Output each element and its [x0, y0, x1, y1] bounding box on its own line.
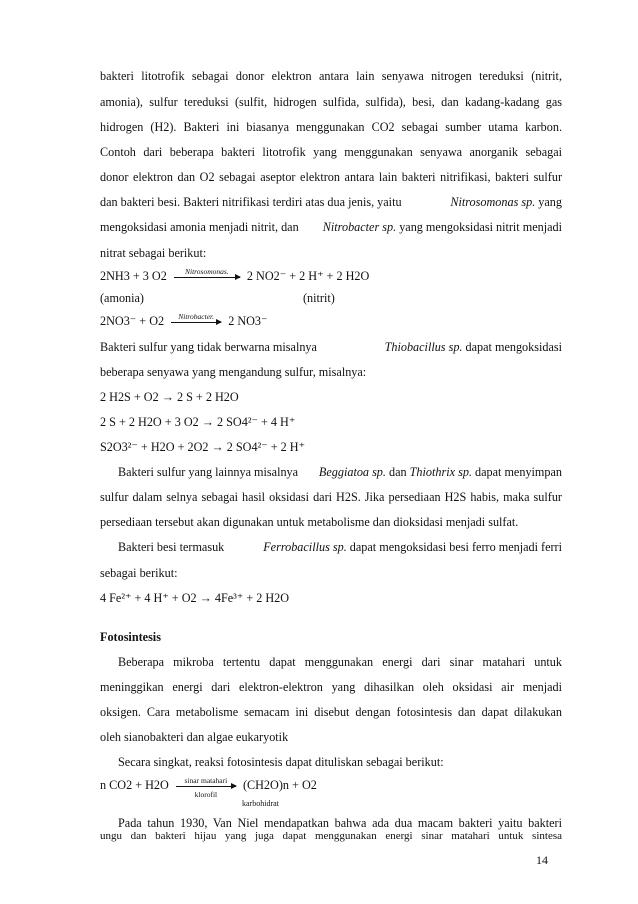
- text-span: Bakteri sulfur yang lainnya misalnya: [118, 465, 299, 480]
- text-line: beberapa senyawa yang mengandung sulfur, misalnya:: [100, 364, 367, 379]
- note-amonia: (amonia): [100, 291, 144, 306]
- text-line: amonia), sulfur tereduksi (sulfit, hidrogen sulfida, sulfida), besi, dan kadang-kadang gas: [100, 94, 562, 109]
- text-span: yang mengoksidasi nitrit menjadi: [399, 220, 562, 235]
- text-span: dan: [389, 465, 407, 480]
- text-line: persediaan tersebut akan digunakan untuk metabolisme dan dioksidasi menjadi sulfat.: [100, 515, 519, 530]
- text-line: [100, 339, 562, 355]
- species-name: Nitrosomonas sp.: [450, 195, 536, 210]
- equation-right: 2 NO2⁻ + 2 H⁺ + 2 H2O: [246, 268, 370, 283]
- text-line: oleh sianobakteri dan algae eukaryotik: [100, 730, 289, 745]
- equation-notes: [100, 290, 562, 306]
- equation-left: 2NH3 + 3 O2: [100, 268, 167, 283]
- text-line: Pada tahun 1930, Van Niel mendapatkan bahwa ada dua macam bakteri yaitu bakteri: [118, 815, 562, 830]
- reaction: 2 H2S + O2 → 2 S + 2 H2O: [100, 389, 239, 404]
- text-line: meninggikan energi dari elektron-elektron yang dihasilkan oleh oksidasi air menjadi: [100, 679, 562, 694]
- text-span: mengoksidasi amonia menjadi nitrit, dan: [100, 220, 299, 235]
- reaction-arrow: [174, 266, 240, 278]
- text-line: oksigen. Cara metabolisme semacam ini disebut dengan fotosintesis dan dapat dilakukan: [100, 705, 562, 719]
- reaction-arrow: [176, 776, 236, 800]
- species-name: Thiothrix sp.: [409, 465, 472, 480]
- text-span: Bakteri besi termasuk: [118, 540, 225, 555]
- text-span: Bakteri sulfur yang tidak berwarna misalnya: [100, 339, 317, 354]
- equation-right: (CH2O)n + O2: [242, 778, 317, 793]
- text-line: Secara singkat, reaksi fotosintesis dapat dituliskan sebagai berikut:: [118, 755, 444, 770]
- text-line: sebagai berikut:: [100, 565, 178, 580]
- text-line: bakteri litotrofik sebagai donor elektron antara lain senyawa nitrogen tereduksi (nitrit,: [100, 68, 562, 83]
- equation-photosynthesis: [100, 776, 562, 800]
- equation-left: 2NO3⁻ + O2: [100, 314, 165, 329]
- equation-note: karbohidrat: [242, 799, 279, 809]
- text-line: [100, 464, 562, 480]
- text-line: donor elektron dan O2 sebagai aseptor elektron antara lain bakteri nitrifikasi, bakteri sulfur: [100, 170, 562, 185]
- text-span: dan bakteri besi. Bakteri nitrifikasi terdiri atas dua jenis, yaitu: [100, 195, 402, 210]
- reaction: 2 S + 2 H2O + 3 O2 → 2 SO4²⁻ + 4 H⁺: [100, 414, 296, 429]
- text-line: hidrogen (H2). Bakteri ini biasanya menggunakan CO2 sebagai sumber utama karbon.: [100, 120, 562, 135]
- equation-left: n CO2 + H2O: [100, 778, 169, 793]
- text-line: nitrat sebagai berikut:: [100, 245, 207, 260]
- species-name: Thiobacillus sp.: [384, 339, 463, 354]
- text-span: yang: [538, 195, 562, 210]
- text-span: dapat mengoksidasi: [465, 339, 562, 354]
- section-heading: Fotosintesis: [100, 629, 161, 644]
- text-line: sulfur dalam selnya sebagai hasil oksidasi dari H2S. Jika persediaan H2S habis, maka sulfur: [100, 490, 562, 505]
- page-number: 14: [536, 853, 548, 867]
- species-name: Ferrobacillus sp.: [263, 540, 347, 555]
- text-line: Contoh dari beberapa bakteri litotrofik yang menggunakan senyawa anorganik sebagai: [100, 145, 562, 160]
- arrow-label: Nitrobacter.: [178, 312, 215, 322]
- text-line: [100, 539, 562, 555]
- text-line: [100, 219, 562, 235]
- arrow-label-bottom: klorofil: [194, 790, 218, 800]
- equation-right: 2 NO3⁻: [228, 314, 268, 329]
- text-span: dapat menyimpan: [475, 465, 562, 480]
- arrow-label: Nitrosomonas.: [184, 266, 229, 276]
- text-line: Beberapa mikroba tertentu dapat menggunakan energi dari sinar matahari untuk: [118, 654, 562, 669]
- reaction: S2O3²⁻ + H2O + 2O2 → 2 SO4²⁻ + 2 H⁺: [100, 439, 305, 454]
- text-line: [100, 194, 562, 210]
- reaction: 4 Fe²⁺ + 4 H⁺ + O2 → 4Fe³⁺ + 2 H2O: [100, 590, 290, 605]
- text-line: ungu dan bakteri hijau yang juga dapat menggunakan energi sinar matahari untuk sintesa: [100, 829, 562, 842]
- species-name: Nitrobacter sp.: [322, 220, 397, 235]
- species-name: Beggiatoa sp.: [318, 465, 386, 480]
- equation-nitrosomonas: [100, 268, 562, 284]
- arrow-label-top: sinar matahari: [184, 776, 228, 786]
- equation-nitrobacter: [100, 313, 562, 329]
- text-span: dapat mengoksidasi besi ferro menjadi ferri: [349, 540, 562, 555]
- note-nitrit: (nitrit): [303, 291, 335, 306]
- reaction-arrow: [171, 312, 221, 323]
